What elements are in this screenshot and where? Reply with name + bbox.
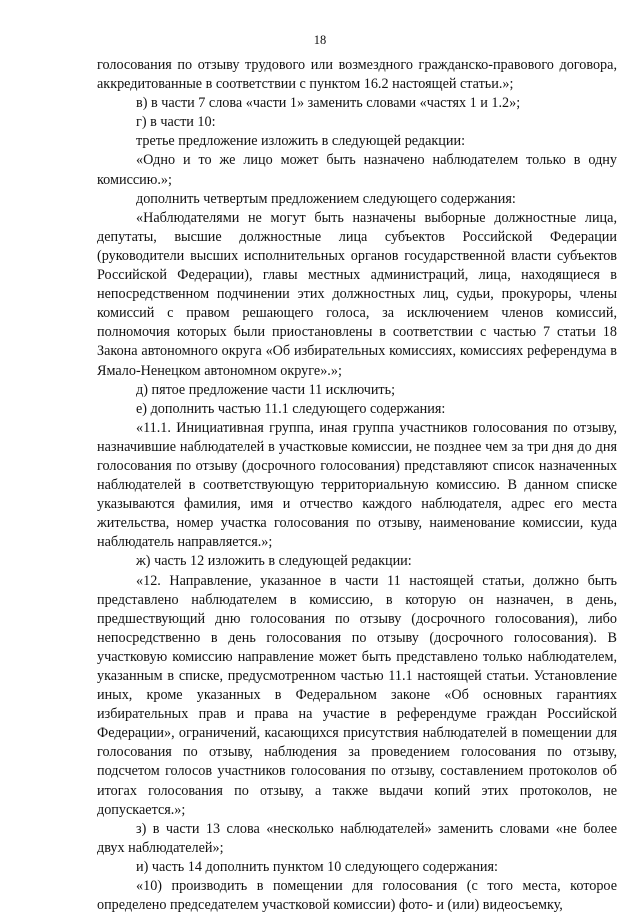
paragraph: голосования по отзыву трудового или возмездного гражданско-правового договора, аккредитованные в соответствии с пунктом 16.2 настоящей статьи.»;	[97, 57, 617, 93]
paragraph: з) в части 13 слова «несколько наблюдателей» заменить словами «не более двух наблюдателей»;	[97, 820, 617, 856]
paragraph: «12. Направление, указанное в части 11 настоящей статьи, должно быть представлено наблюдателем в комиссию, в которую он назначен, в день, предшествующий дню голосования по отзыву (досрочного голосования), либо непосредственно в день голосования по отзыву (досрочного голосования). В участковую комиссию направление может быть представлено только наблюдателем, указанным в списке, предусмотренном частью 11.1 настоящей статьи. Установление иных, кроме указанных в Федеральном законе «Об основных гарантиях избирательных прав и права на участие в референдуме граждан Российской Федерации», ограничений, касающихся присутствия наблюдателей в помещении для голосования по отзыву, наблюдения за проведением голосования по отзыву, подсчетом голосов участников голосования по отзыву, составлением протоколов об итогах голосования по отзыву, а также выдачи копий этих протоколов, не допускается.»;	[97, 572, 617, 818]
paragraph: е) дополнить частью 11.1 следующего содержания:	[136, 400, 446, 417]
paragraph: третье предложение изложить в следующей редакции:	[136, 133, 466, 150]
paragraph: г) в части 10:	[136, 114, 216, 131]
paragraph: в) в части 7 слова «части 1» заменить словами «частях 1 и 1.2»;	[136, 95, 521, 112]
paragraph: «Одно и то же лицо может быть назначено наблюдателем только в одну комиссию.»;	[97, 152, 617, 188]
paragraph: и) часть 14 дополнить пунктом 10 следующего содержания:	[136, 858, 498, 875]
document-body	[97, 56, 617, 915]
paragraph: ж) часть 12 изложить в следующей редакции:	[136, 553, 412, 570]
paragraph: «10) производить в помещении для голосования (с того места, которое определено председателем участковой комиссии) фото- и (или) видеосъемку,	[97, 878, 617, 914]
paragraph: д) пятое предложение части 11 исключить;	[136, 381, 396, 398]
page-number: 18	[313, 33, 327, 47]
paragraph: «Наблюдателями не могут быть назначены выборные должностные лица, депутаты, высшие должностные лица субъектов Российской Федерации (руководители высших исполнительных органов государственной власти субъектов Российской Федерации), главы местных администраций, лица, находящиеся в непосредственном подчинении этих должностных лиц, судьи, прокуроры, члены комиссий с правом решающего голоса, за исключением членов комиссий, полномочия которых были приостановлены в соответствии с частью 7 статьи 18 Закона автономного округа «Об избирательных комиссиях, комиссиях референдума в Ямало-Ненецком автономном округе».»;	[97, 209, 617, 379]
paragraph: дополнить четвертым предложением следующего содержания:	[136, 190, 516, 207]
paragraph: «11.1. Инициативная группа, иная группа участников голосования по отзыву, назначившие наблюдателей в участковые комиссии, не позднее чем за три дня до дня голосования по отзыву (досрочного голосования) представляют список назначенных наблюдателей в соответствующую территориальную комиссию. В данном списке указываются фамилия, имя и отчество каждого наблюдателя, адрес его места жительства, номер участка голосования по отзыву, наименование комиссии, куда наблюдатель направляется.»;	[97, 419, 617, 551]
